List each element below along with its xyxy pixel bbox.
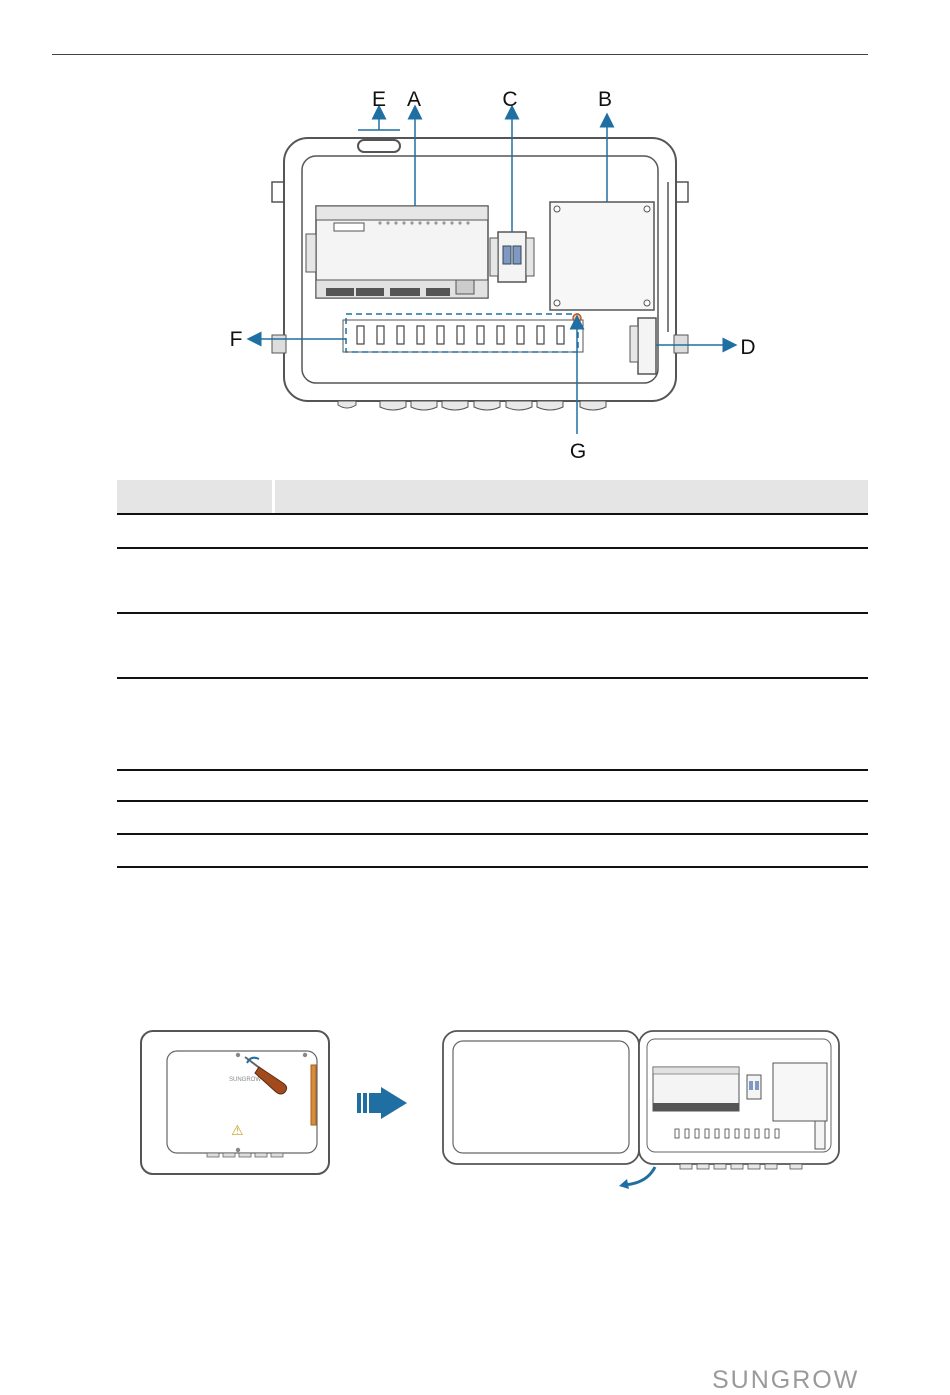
table-header-cell [275,480,868,513]
indicator-light [573,314,581,322]
process-arrow-icon [357,1087,407,1119]
breaker-c [490,232,534,282]
fuse-terminal-row [343,314,583,352]
callout-g: G [569,440,587,463]
table-row [117,515,868,549]
handle [358,140,400,152]
header-rule [52,54,868,55]
table-row [117,835,868,868]
callout-e: E [371,88,387,111]
callout-f: F [229,328,243,351]
table-row [117,771,868,802]
component-table [117,480,868,868]
box-b [550,202,654,310]
callout-b: B [597,88,613,111]
combiner-box-diagram [220,82,780,467]
module-a [306,206,488,298]
table-row [117,802,868,835]
open-cover-illustration [135,1025,860,1190]
table-row [117,549,868,614]
table-row [117,679,868,771]
callout-c: C [502,88,518,111]
table-header-cell [117,480,275,513]
table-row [117,614,868,679]
swing-arrow-icon [625,1167,655,1185]
warning-icon: ⚠ [231,1123,244,1139]
cover-logo: SUNGROW [229,1077,261,1083]
callout-d: D [740,336,756,359]
table-header [117,480,868,515]
callout-a: A [406,88,422,111]
footer-brand-logo: SUNGROW [712,1366,860,1394]
